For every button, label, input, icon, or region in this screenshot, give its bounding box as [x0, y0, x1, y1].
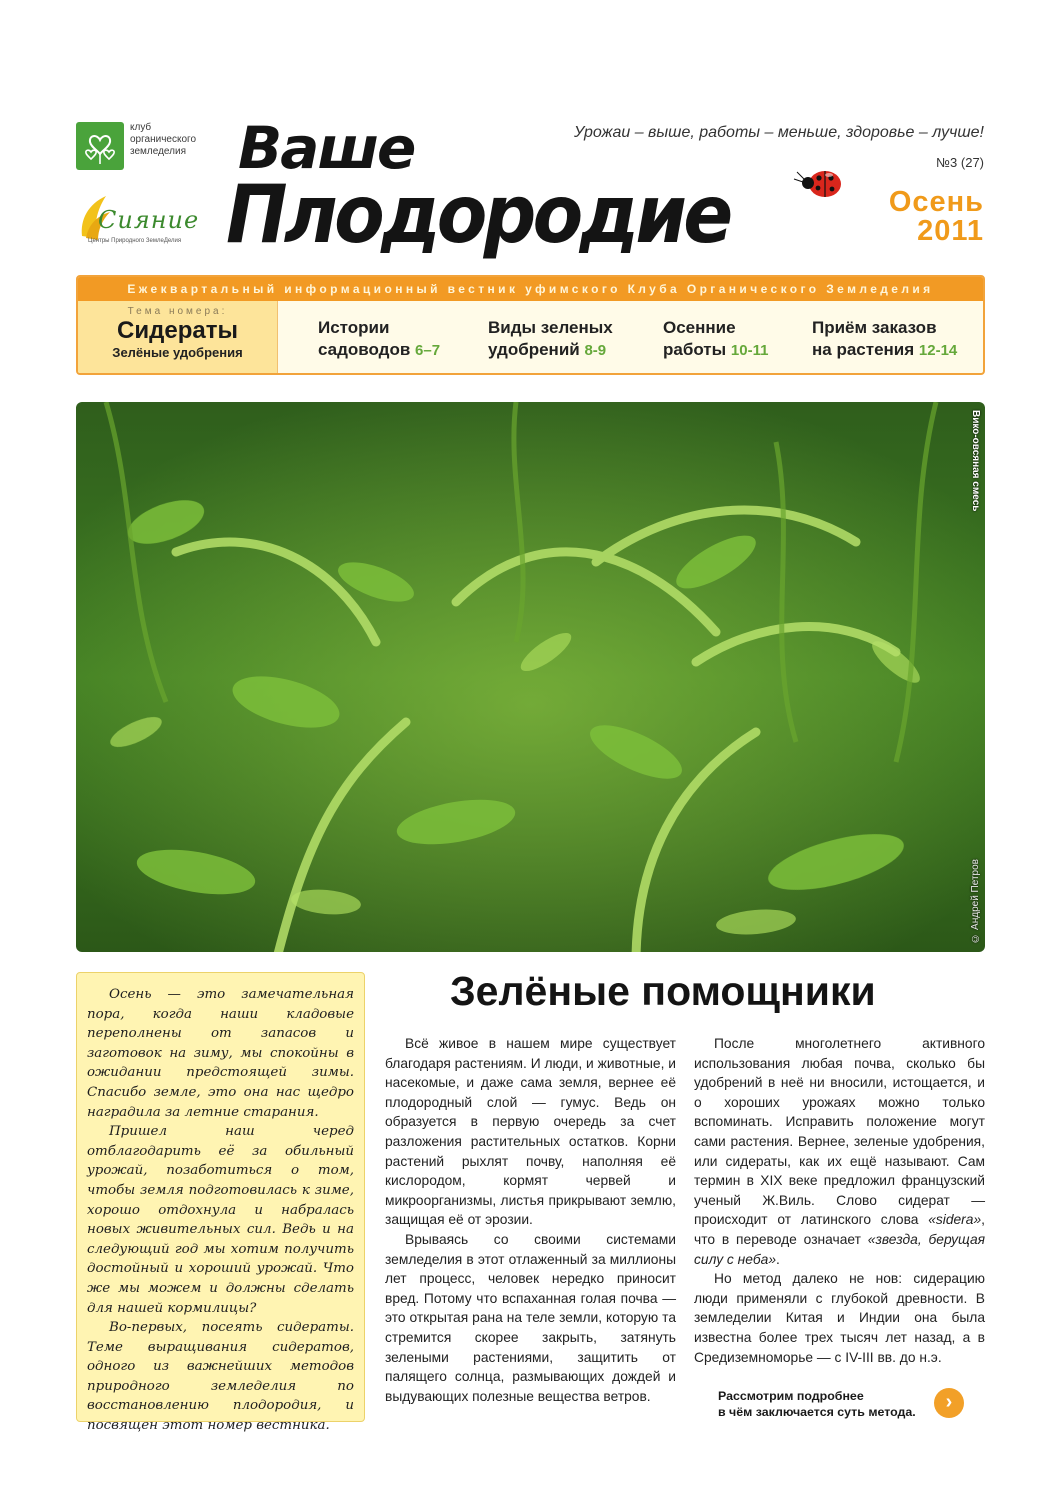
- cover-photo: [76, 402, 985, 952]
- hearts-logo-icon: [76, 122, 124, 170]
- green-manure-photo: [76, 402, 985, 952]
- contents-item-autumn-work[interactable]: Осенние работы 10-11: [663, 318, 769, 359]
- continue-reading-text: Рассмотрим подробнее в чём заключается суть метода.: [718, 1389, 916, 1419]
- intro-paragraph: Пришел наш черед отблагодарить её за обильный урожай, позаботиться о том, чтобы земля подготовилась к зиме, хорошо отдохнула и набралась новых живительных сил. Ведь и на следующий год мы хотим получить достойный и хороший урожай. Что же мы можем и должны сделать для нашей кормилицы?: [87, 1124, 354, 1316]
- article-paragraph: Всё живое в нашем мире существует благодаря растениям. И люди, и животные, и насекомые, и даже сама земля, вернее её плодородный слой — гумус. Ведь он образуется в первую очередь за счет разложения растительных остатков. Корни растений рыхлят почву, наполняя её кислородом, кормят червей и микроорганизмы, листья прикрывают землю, защищая её от эрозии.: [385, 1036, 676, 1228]
- article-column-1: [385, 1034, 676, 1406]
- photo-credit: © Андрей Петров: [970, 859, 981, 944]
- contents-item-orders[interactable]: Приём заказов на растения 12-14: [812, 318, 958, 359]
- article-paragraph: Но метод далеко не нов: сидерацию люди применяли с глубокой древности. В земледелии Китая и Индии она была известна более трех тысяч лет назад, а в Средиземноморье — с IV-III вв. до н.э.: [694, 1271, 985, 1365]
- contents-item-fertilizer-types[interactable]: Виды зеленых удобрений 8-9: [488, 318, 613, 359]
- article-headline: Зелёные помощники: [450, 968, 876, 1014]
- intro-paragraph: Осень — это замечательная пора, когда наши кладовые переполнены от запасов и заготовок на зиму, мы спокойны в ожидании предстоящей зимы. Спасибо земле, это она нас щедро наградила за летние старания.: [87, 987, 354, 1120]
- photo-caption: Вико-овсяная смесь: [970, 410, 981, 512]
- intro-paragraph: Во-первых, посеять сидераты. Теме выращивания сидератов, одного из важнейших методов природного земледелия по восстановлению плодородия, и посвящен этот номер вестника.: [87, 1320, 354, 1434]
- article-paragraph: После многолетнего активного использования любая почва, сколько бы удобрений в неё ни вносили, истощается, и о хороших урожаях можно только вспоминать. Исправить положение могут сами растения. Вернее, зеленые удобрения, или сидераты, как их ещё называют. Сам термин в XIX веке предложил французский ученый Ж.Виль. Слово сидерат — происходит от латинского слова «sidera», что в переводе означает «звезда, берущая силу с неба».: [694, 1036, 985, 1267]
- article-column-2: [694, 1034, 985, 1367]
- contents-bar: [76, 275, 985, 375]
- newsletter-tagline: Ежеквартальный информационный вестник уфимского Клуба Органического Земледелия: [78, 277, 983, 301]
- masthead-title-line2: Плодородие: [226, 168, 730, 261]
- article-paragraph: Врываясь со своими системами земледелия в этот отлаженный за миллионы лет процесс, человек нередко приносит вред. Потому что вспаханная голая почва — это открытая рана на теле земли, которую та стремится скорее закрыть, затянуть зелеными растениями, защитить от палящего солнца, размывающих дождей и выдувающих полезные вещества ветров.: [385, 1231, 676, 1404]
- issue-theme: Тема номера: Сидераты Зелёные удобрения: [78, 301, 278, 375]
- issue-number: №3 (27): [936, 155, 984, 170]
- masthead-title-line1: Ваше: [238, 114, 415, 182]
- club-name: клуб органического земледелия: [130, 122, 197, 157]
- club-logo: [76, 122, 220, 170]
- season-date: Осень 2011: [888, 186, 984, 247]
- motto: Урожаи – выше, работы – меньше, здоровье – лучше!: [573, 124, 984, 141]
- ladybug-icon: [792, 166, 844, 200]
- editorial-intro: [76, 972, 365, 1434]
- contents-item-stories[interactable]: Истории садоводов 6–7: [318, 318, 441, 359]
- siyanie-logo: Сияние Центры Природного ЗемлеДелия: [76, 192, 226, 250]
- next-page-arrow-icon[interactable]: ›: [934, 1388, 964, 1418]
